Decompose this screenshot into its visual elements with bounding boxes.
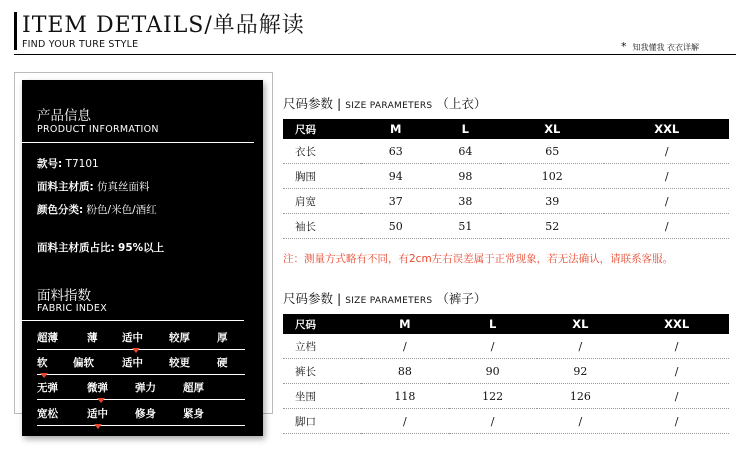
table-cell: 衣长 bbox=[283, 139, 361, 164]
selected-marker-icon bbox=[97, 398, 105, 403]
table-cell: 立档 bbox=[283, 334, 361, 359]
fabric-option-selected: 适中 bbox=[122, 332, 143, 344]
product-value: 仿真丝面料 bbox=[97, 181, 150, 193]
fabric-option: 偏软 bbox=[73, 357, 94, 369]
section-title-cn: 尺码参数 bbox=[283, 96, 334, 111]
table-cell: / bbox=[604, 214, 729, 239]
table-cell: 64 bbox=[431, 139, 501, 164]
table-header-cell: 尺码 bbox=[283, 119, 361, 139]
table-cell: 袖长 bbox=[283, 214, 361, 239]
product-key: 面料主材质: bbox=[37, 181, 94, 193]
table-cell: / bbox=[624, 409, 729, 434]
fabric-option: 超薄 bbox=[37, 332, 58, 344]
fabric-option: 弹力 bbox=[135, 382, 156, 394]
product-info-title-en: PRODUCT INFORMATION bbox=[37, 124, 159, 135]
table-row bbox=[283, 139, 729, 164]
product-key: 颜色分类: bbox=[37, 204, 84, 216]
divider bbox=[37, 374, 245, 375]
measurement-note: 注：测量方式略有不同，有2cm左右误差属于正常现象，若无法确认，请联系客服。 bbox=[283, 253, 674, 265]
table-cell: 肩宽 bbox=[283, 189, 361, 214]
table-row bbox=[283, 409, 729, 434]
table-header-cell: 尺码 bbox=[283, 314, 361, 334]
table-row bbox=[283, 164, 729, 189]
fabric-option: 硬 bbox=[217, 357, 228, 369]
top-size-title: 尺码参数 | SIZE PARAMETERS （上衣） bbox=[283, 96, 487, 111]
fabric-softness-row bbox=[37, 355, 257, 373]
divider bbox=[37, 349, 245, 350]
table-cell: 90 bbox=[449, 359, 537, 384]
table-cell: 52 bbox=[500, 214, 604, 239]
divider bbox=[37, 425, 245, 426]
section-title-tail: （上衣） bbox=[436, 96, 487, 111]
header-tagline-text: 知我懂我 衣衣详解 bbox=[632, 43, 700, 52]
divider bbox=[22, 320, 244, 321]
table-cell: 坐围 bbox=[283, 384, 361, 409]
pants-size-table bbox=[283, 314, 729, 434]
fabric-option: 无弹 bbox=[37, 382, 58, 394]
product-value: T7101 bbox=[65, 158, 99, 170]
fabric-option-selected: 软 bbox=[37, 357, 48, 369]
product-row-ratio bbox=[37, 240, 164, 255]
table-header-cell: L bbox=[449, 314, 537, 334]
table-cell: 94 bbox=[361, 164, 431, 189]
table-cell: / bbox=[449, 409, 537, 434]
table-cell: 118 bbox=[361, 384, 449, 409]
table-cell: 65 bbox=[500, 139, 604, 164]
page-title: ITEM DETAILS/单品解读 bbox=[22, 13, 305, 38]
table-cell: 50 bbox=[361, 214, 431, 239]
divider bbox=[37, 399, 245, 400]
table-header-cell: XL bbox=[537, 314, 625, 334]
section-title-cn: 尺码参数 bbox=[283, 291, 334, 306]
selected-marker-icon bbox=[40, 373, 48, 378]
fabric-option: 薄 bbox=[87, 332, 98, 344]
table-cell: / bbox=[624, 359, 729, 384]
table-header-row bbox=[283, 119, 729, 139]
product-row-style-no bbox=[37, 156, 99, 171]
table-cell: / bbox=[604, 164, 729, 189]
fabric-index-title: 面料指数 bbox=[37, 288, 91, 304]
table-header-cell: M bbox=[361, 119, 431, 139]
table-cell: 102 bbox=[500, 164, 604, 189]
table-header-cell: XL bbox=[500, 119, 604, 139]
pants-size-title: 尺码参数 | SIZE PARAMETERS （裤子） bbox=[283, 291, 487, 306]
table-cell: 脚口 bbox=[283, 409, 361, 434]
table-cell: 63 bbox=[361, 139, 431, 164]
section-title-en: SIZE PARAMETERS bbox=[345, 101, 433, 111]
table-cell: 126 bbox=[537, 384, 625, 409]
fabric-option-selected: 适中 bbox=[87, 408, 108, 420]
table-cell: 胸围 bbox=[283, 164, 361, 189]
info-panel bbox=[22, 80, 263, 436]
table-cell: / bbox=[624, 334, 729, 359]
table-row bbox=[283, 384, 729, 409]
header-tagline bbox=[621, 40, 699, 53]
product-key: 款号: bbox=[37, 158, 63, 170]
product-key: 面料主材质占比: bbox=[37, 242, 115, 254]
product-value: 95%以上 bbox=[118, 242, 165, 254]
table-cell: 39 bbox=[500, 189, 604, 214]
fabric-thickness-row bbox=[37, 330, 257, 348]
table-header-row bbox=[283, 314, 729, 334]
table-cell: / bbox=[624, 384, 729, 409]
star-icon: * bbox=[621, 40, 627, 53]
page-subtitle: FIND YOUR TURE STYLE bbox=[22, 39, 139, 50]
section-title-en: SIZE PARAMETERS bbox=[345, 296, 433, 306]
fabric-option-selected: 微弹 bbox=[87, 382, 108, 394]
table-cell: 122 bbox=[449, 384, 537, 409]
top-size-table bbox=[283, 119, 729, 239]
product-value: 粉色/米色/酒红 bbox=[86, 204, 157, 216]
product-row-material bbox=[37, 179, 150, 194]
table-cell: 51 bbox=[431, 214, 501, 239]
fabric-option: 修身 bbox=[135, 408, 156, 420]
fabric-option: 较厚 bbox=[169, 332, 190, 344]
fabric-fit-row bbox=[37, 406, 257, 424]
fabric-option: 较更 bbox=[169, 357, 190, 369]
divider bbox=[22, 142, 254, 143]
table-header-cell: XXL bbox=[624, 314, 729, 334]
product-info-title: 产品信息 bbox=[37, 108, 91, 124]
fabric-option: 紧身 bbox=[183, 408, 204, 420]
fabric-option: 宽松 bbox=[37, 408, 58, 420]
fabric-option: 厚 bbox=[217, 332, 228, 344]
table-row bbox=[283, 214, 729, 239]
table-cell: 37 bbox=[361, 189, 431, 214]
table-header-cell: XXL bbox=[604, 119, 729, 139]
table-header-cell: L bbox=[431, 119, 501, 139]
fabric-option: 适中 bbox=[122, 357, 143, 369]
table-cell: / bbox=[537, 409, 625, 434]
table-cell: / bbox=[361, 409, 449, 434]
table-cell: 38 bbox=[431, 189, 501, 214]
table-cell: 98 bbox=[431, 164, 501, 189]
product-row-color bbox=[37, 202, 157, 217]
table-header-cell: M bbox=[361, 314, 449, 334]
fabric-option: 超厚 bbox=[183, 382, 204, 394]
table-cell: 裤长 bbox=[283, 359, 361, 384]
table-row bbox=[283, 359, 729, 384]
fabric-index-title-en: FABRIC INDEX bbox=[37, 303, 107, 314]
table-cell: 88 bbox=[361, 359, 449, 384]
fabric-elasticity-row bbox=[37, 380, 257, 398]
table-cell: / bbox=[537, 334, 625, 359]
table-cell: / bbox=[604, 139, 729, 164]
header-accent-bar bbox=[14, 12, 17, 50]
table-cell: / bbox=[361, 334, 449, 359]
selected-marker-icon bbox=[132, 348, 140, 353]
table-cell: 92 bbox=[537, 359, 625, 384]
table-row bbox=[283, 189, 729, 214]
table-cell: / bbox=[449, 334, 537, 359]
table-cell: / bbox=[604, 189, 729, 214]
section-title-tail: （裤子） bbox=[436, 291, 487, 306]
selected-marker-icon bbox=[94, 424, 102, 429]
table-row bbox=[283, 334, 729, 359]
header-divider bbox=[14, 54, 736, 55]
